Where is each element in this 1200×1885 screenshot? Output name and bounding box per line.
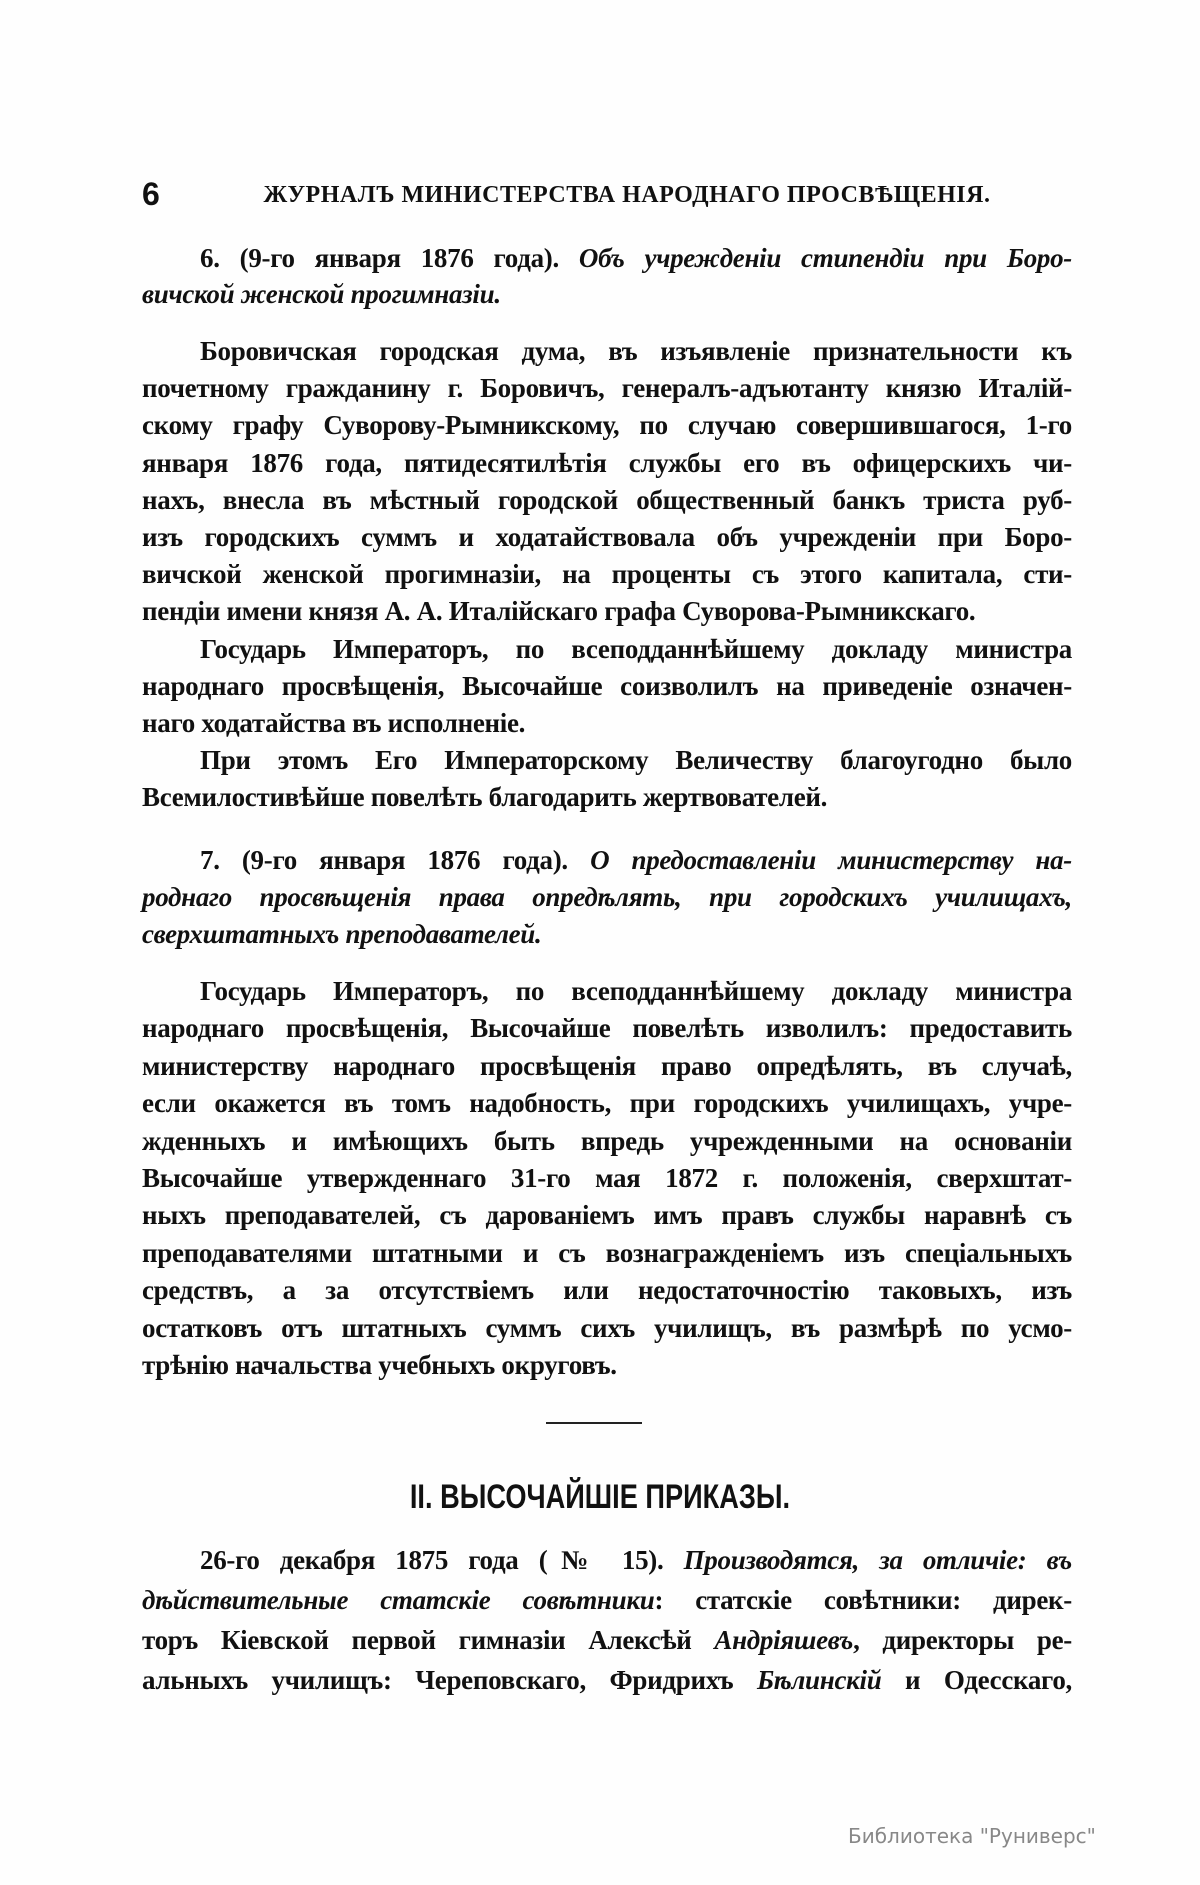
text-segment: ныхъ преподавателей, съ дарованіемъ имъ правъ службы наравнѣ съ	[142, 1200, 1072, 1231]
italic-text: дѣйствительные статскіе совѣтники	[142, 1585, 655, 1615]
text-segment: наго ходатайства въ исполненіе.	[142, 707, 526, 738]
text-segment: альныхъ училищъ: Череповскаго, Фридрихъ	[142, 1665, 757, 1695]
italic-text: Производятся, за отличіе: въ	[683, 1545, 1072, 1575]
italic-text: сверхштатныхъ преподавателей.	[142, 919, 542, 949]
text-segment: Государь Императоръ, по всеподданнѣйшему докладу министра	[200, 633, 1072, 664]
text-segment: 26-го декабря 1875 года (№ 15).	[200, 1545, 684, 1575]
text-line	[142, 593, 1072, 630]
text-segment: : статскіе совѣтники: дирек-	[654, 1585, 1072, 1615]
text-line	[142, 779, 1072, 816]
item-7-body	[142, 973, 1072, 1384]
text-line	[142, 1235, 1072, 1272]
text-line	[142, 973, 1072, 1010]
text-segment: остатковъ отъ штатныхъ суммъ сихъ училищъ, въ размѣрѣ по усмо-	[142, 1312, 1072, 1343]
text-segment: Боровичская городская дума, въ изъявленіе признательности къ	[200, 336, 1072, 366]
text-line	[142, 1540, 1072, 1580]
text-line	[142, 705, 1072, 742]
italic-text: вичской женской прогимназіи.	[142, 279, 501, 309]
text-line	[142, 1272, 1072, 1309]
italic-text: О предоставленіи министерству на-	[590, 845, 1072, 875]
text-line	[142, 1197, 1072, 1234]
text-line	[142, 1580, 1072, 1620]
text-line	[142, 1010, 1072, 1047]
italic-text: Андріяшевъ	[714, 1625, 854, 1655]
text-segment: скому графу Суворову-Рымникскому, по случаю совершившагося, 1-го	[142, 410, 1072, 441]
text-segment: народнаго просвѣщенія, Высочайше повелѣть изволилъ: предоставить	[142, 1013, 1072, 1044]
section-heading: II. ВЫСОЧАЙШІЕ ПРИКАЗЫ.	[409, 1478, 791, 1516]
text-line	[142, 240, 1072, 276]
item-6-body	[142, 333, 1072, 816]
text-line	[142, 482, 1072, 519]
page-header	[142, 176, 1072, 212]
text-line	[142, 1123, 1072, 1160]
text-segment: нахъ, внесла въ мѣстный городской общественный банкъ триста руб-	[142, 484, 1072, 515]
text-segment: вичской женской прогимназіи, на проценты съ этого капитала, сти-	[142, 559, 1072, 590]
italic-text: Бѣлинскій	[756, 1665, 882, 1695]
section-divider	[546, 1422, 642, 1424]
running-title: ЖУРНАЛЪ МИНИСТЕРСТВА НАРОДНАГО ПРОСВѢЩЕНІЯ.	[263, 182, 991, 208]
text-segment: При этомъ Его Императорскому Величеству благоугодно было	[200, 745, 1072, 776]
text-segment: Государь Императоръ, по всеподданнѣйшему докладу министра	[200, 976, 1072, 1006]
text-segment: если окажется въ томъ надобность, при городскихъ училищахъ, учре-	[142, 1088, 1072, 1119]
text-line	[142, 742, 1072, 779]
text-segment: и Одесскаго,	[881, 1665, 1072, 1695]
text-line	[142, 1048, 1072, 1085]
text-line	[142, 1160, 1072, 1197]
text-segment: народнаго просвѣщенія, Высочайше соизволилъ на приведеніе означен-	[142, 670, 1072, 701]
italic-text: Объ учрежденіи стипендіи при Боро-	[578, 243, 1072, 273]
text-line	[142, 333, 1072, 370]
text-line	[142, 1085, 1072, 1122]
text-segment: , директоры ре-	[853, 1625, 1072, 1655]
order-paragraph	[142, 1540, 1072, 1700]
text-segment: торъ Кіевской первой гимназіи Алексѣй	[142, 1625, 715, 1655]
library-watermark: Библиотека "Руниверс"	[848, 1824, 1096, 1848]
text-segment: преподавателями штатными и съ вознагражденіемъ изъ спеціальныхъ	[142, 1237, 1072, 1268]
item-6-heading	[142, 240, 1072, 312]
text-line	[142, 407, 1072, 444]
text-segment: Всемилостивѣйше повелѣть благодарить жертвователей.	[142, 782, 828, 813]
text-segment: Высочайше утвержденнаго 31-го мая 1872 г. положенія, сверхштат-	[142, 1162, 1072, 1193]
text-segment: 6. (9-го января 1876 года).	[200, 243, 579, 273]
text-line	[142, 556, 1072, 593]
text-line	[142, 916, 1072, 953]
text-line	[142, 1620, 1072, 1660]
text-segment: 7. (9-го января 1876 года).	[200, 845, 591, 875]
text-line	[142, 879, 1072, 916]
text-line	[142, 1347, 1072, 1384]
text-line	[142, 276, 1072, 312]
page-number: 6	[142, 176, 160, 212]
text-segment: января 1876 года, пятидесятилѣтія службы его въ офицерскихъ чи-	[142, 447, 1072, 478]
text-segment: почетному гражданину г. Боровичъ, генералъ-адъютанту князю Италій-	[142, 373, 1072, 404]
item-7-heading	[142, 842, 1072, 953]
text-line	[142, 1660, 1072, 1700]
text-segment: жденныхъ и имѣющихъ быть впредь учрежденными на основаніи	[142, 1125, 1072, 1156]
text-segment: министерству народнаго просвѣщенія право опредѣлять, въ случаѣ,	[142, 1050, 1072, 1081]
text-line	[142, 842, 1072, 879]
text-line	[142, 1310, 1072, 1347]
text-line	[142, 519, 1072, 556]
text-segment: изъ городскихъ суммъ и ходатайствовала объ учрежденіи при Боро-	[142, 521, 1072, 552]
text-segment: трѣнію начальства учебныхъ округовъ.	[142, 1349, 617, 1380]
italic-text: роднаго просвѣщенія права опредѣлять, при городскихъ училищахъ,	[142, 882, 1072, 912]
text-line	[142, 631, 1072, 668]
text-line	[142, 668, 1072, 705]
text-segment: средствъ, а за отсутствіемъ или недостаточностію таковыхъ, изъ	[142, 1275, 1072, 1306]
text-line	[142, 370, 1072, 407]
text-segment: пендіи имени князя А. А. Италійскаго графа Суворова-Рымникскаго.	[142, 596, 976, 627]
text-line	[142, 445, 1072, 482]
